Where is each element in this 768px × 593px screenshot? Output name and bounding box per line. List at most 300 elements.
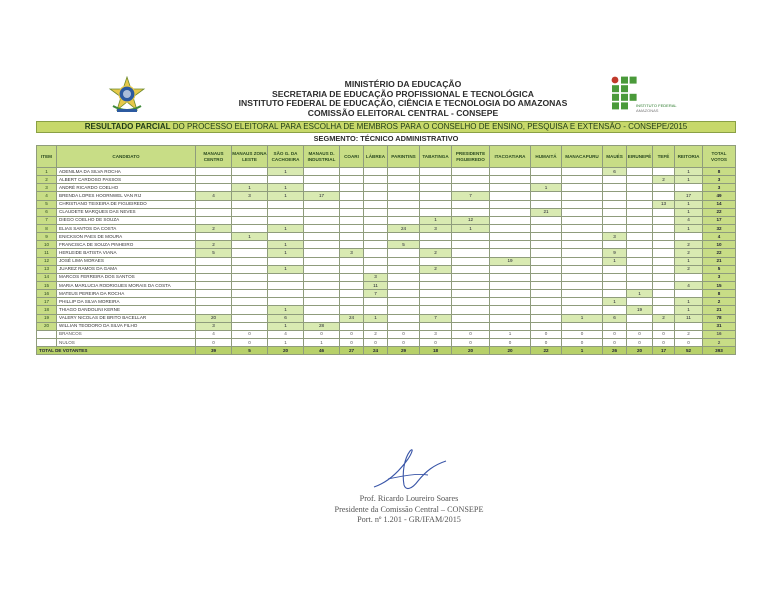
vote-cell: 1: [268, 192, 304, 200]
vote-cell: [490, 273, 531, 281]
vote-cell: 2: [675, 265, 703, 273]
vote-cell: [364, 184, 388, 192]
item-number: 11: [37, 249, 57, 257]
vote-cell: 1: [675, 298, 703, 306]
column-header: MANAUS ZONA LESTE: [232, 146, 268, 168]
vote-cell: 1: [268, 168, 304, 176]
vote-cell: [196, 281, 232, 289]
vote-cell: 1: [268, 241, 304, 249]
total-votes-cell: 3: [703, 273, 736, 281]
item-number: 8: [37, 224, 57, 232]
vote-cell: 9: [603, 249, 627, 257]
vote-cell: [653, 290, 675, 298]
vote-cell: 1: [268, 306, 304, 314]
vote-cell: [304, 224, 340, 232]
candidate-name: ADENILMA DA SILVA ROCHA: [57, 168, 196, 176]
vote-cell: 1: [675, 306, 703, 314]
vote-cell: [627, 249, 653, 257]
vote-cell: [388, 265, 420, 273]
item-number: 13: [37, 265, 57, 273]
total-votes-cell: 2: [703, 298, 736, 306]
vote-cell: [627, 233, 653, 241]
vote-cell: [562, 249, 603, 257]
vote-cell: 20: [627, 347, 653, 355]
title-bold: RESULTADO PARCIAL: [84, 122, 171, 131]
vote-cell: [232, 200, 268, 208]
vote-cell: [490, 168, 531, 176]
vote-cell: [420, 200, 452, 208]
vote-cell: [388, 290, 420, 298]
vote-cell: 21: [531, 208, 562, 216]
candidate-name: ELIAS SANTOS DA COSTA: [57, 224, 196, 232]
total-votes-cell: 15: [703, 281, 736, 289]
candidate-name: MATEUS PEREIRA DA ROCHA: [57, 290, 196, 298]
vote-cell: 2: [196, 224, 232, 232]
total-votes-cell: 21: [703, 306, 736, 314]
vote-cell: 6: [603, 314, 627, 322]
vote-cell: [562, 168, 603, 176]
column-header: LÁBREA: [364, 146, 388, 168]
vote-cell: [562, 290, 603, 298]
vote-cell: 0: [304, 330, 340, 338]
vote-cell: [531, 314, 562, 322]
segment-label: SEGMENTO: TÉCNICO ADMINISTRATIVO: [313, 134, 459, 143]
item-number: 16: [37, 290, 57, 298]
vote-cell: 2: [364, 330, 388, 338]
item-number: 4: [37, 192, 57, 200]
vote-cell: [675, 290, 703, 298]
item-number: 20: [37, 322, 57, 330]
vote-cell: 1: [232, 233, 268, 241]
vote-cell: 1: [562, 347, 603, 355]
vote-cell: [232, 176, 268, 184]
vote-cell: [531, 192, 562, 200]
vote-cell: 1: [232, 184, 268, 192]
vote-cell: 1: [268, 265, 304, 273]
item-number: 1: [37, 168, 57, 176]
vote-cell: 0: [562, 338, 603, 346]
vote-cell: [531, 249, 562, 257]
total-votes-cell: 393: [703, 347, 736, 355]
vote-cell: [490, 298, 531, 306]
item-number: 3: [37, 184, 57, 192]
total-votes-cell: 22: [703, 249, 736, 257]
vote-cell: [304, 249, 340, 257]
vote-cell: 20: [490, 347, 531, 355]
item-number: 19: [37, 314, 57, 322]
vote-cell: [653, 216, 675, 224]
vote-cell: 0: [490, 338, 531, 346]
vote-cell: [364, 168, 388, 176]
vote-cell: [388, 184, 420, 192]
vote-cell: 0: [232, 338, 268, 346]
vote-cell: 3: [603, 233, 627, 241]
vote-cell: [627, 273, 653, 281]
header-line-ministerio: MINISTÉRIO DA EDUCAÇÃO: [344, 79, 462, 89]
vote-cell: [340, 257, 364, 265]
vote-cell: [420, 298, 452, 306]
vote-cell: 2: [675, 330, 703, 338]
vote-cell: 1: [675, 200, 703, 208]
vote-cell: [388, 233, 420, 241]
vote-cell: [304, 273, 340, 281]
vote-cell: 1: [490, 330, 531, 338]
vote-cell: 0: [653, 338, 675, 346]
vote-cell: [420, 322, 452, 330]
vote-cell: [420, 208, 452, 216]
vote-cell: [490, 241, 531, 249]
signer-name: Prof. Ricardo Loureiro Soares: [359, 494, 459, 503]
table-row: [37, 216, 736, 224]
vote-cell: [627, 241, 653, 249]
vote-cell: [627, 176, 653, 184]
column-header: PARINTINS: [388, 146, 420, 168]
vote-cell: [603, 184, 627, 192]
vote-cell: [232, 216, 268, 224]
vote-cell: [653, 249, 675, 257]
vote-cell: 7: [420, 314, 452, 322]
signer-portaria: Port. nº 1.201 - GR/IFAM/2015: [357, 515, 461, 524]
vote-cell: [268, 257, 304, 265]
column-header: EIRUNEPÉ: [627, 146, 653, 168]
result-title-bar: [36, 121, 736, 133]
total-votes-cell: 22: [703, 208, 736, 216]
vote-cell: [531, 257, 562, 265]
vote-cell: [340, 273, 364, 281]
vote-cell: [268, 273, 304, 281]
candidate-name: CLAUDETE MARQUES DAS NEVES: [57, 208, 196, 216]
vote-cell: 1: [452, 224, 490, 232]
candidate-name: VALERY NICOLAS DE BRITO BACELLAR: [57, 314, 196, 322]
vote-cell: [653, 322, 675, 330]
vote-cell: [388, 176, 420, 184]
vote-cell: [364, 298, 388, 306]
vote-cell: 1: [268, 338, 304, 346]
column-header: TOTAL VOTOS: [703, 146, 736, 168]
vote-cell: [490, 233, 531, 241]
vote-cell: [232, 322, 268, 330]
total-votes-cell: 3: [703, 176, 736, 184]
vote-cell: [603, 290, 627, 298]
vote-cell: [562, 200, 603, 208]
vote-cell: 0: [603, 338, 627, 346]
vote-cell: [603, 176, 627, 184]
vote-cell: [364, 224, 388, 232]
vote-cell: [364, 241, 388, 249]
vote-cell: [232, 290, 268, 298]
vote-cell: [340, 200, 364, 208]
vote-cell: [420, 290, 452, 298]
vote-cell: [675, 322, 703, 330]
table-row: [37, 298, 736, 306]
vote-cell: [420, 176, 452, 184]
vote-cell: [603, 322, 627, 330]
vote-cell: [340, 176, 364, 184]
vote-cell: [340, 184, 364, 192]
candidate-name: HERLEIDE BATISTA VIANA: [57, 249, 196, 257]
vote-cell: [304, 208, 340, 216]
column-header: TEFÉ: [653, 146, 675, 168]
vote-cell: [562, 265, 603, 273]
vote-cell: [603, 208, 627, 216]
vote-cell: [304, 257, 340, 265]
column-header: REITORIA: [675, 146, 703, 168]
item-number: 10: [37, 241, 57, 249]
candidate-name: DIEGO COELHO DE SOUZA: [57, 216, 196, 224]
vote-cell: [627, 314, 653, 322]
vote-cell: [531, 233, 562, 241]
vote-cell: 1: [675, 224, 703, 232]
vote-cell: [420, 306, 452, 314]
vote-cell: [340, 216, 364, 224]
vote-cell: [653, 281, 675, 289]
vote-cell: 1: [675, 208, 703, 216]
table-row-total-votantes: [37, 347, 736, 355]
vote-cell: [490, 290, 531, 298]
vote-cell: [627, 208, 653, 216]
vote-cell: [232, 314, 268, 322]
candidate-name: PHILLIP DA SILVA MOREIRA: [57, 298, 196, 306]
vote-cell: 0: [232, 330, 268, 338]
vote-cell: [196, 168, 232, 176]
document-header: [0, 80, 768, 118]
vote-cell: 5: [232, 347, 268, 355]
vote-cell: [420, 241, 452, 249]
vote-cell: [232, 208, 268, 216]
vote-cell: 1: [304, 338, 340, 346]
vote-cell: 0: [627, 330, 653, 338]
candidate-name: THIAGO DANDOLINI KERNE: [57, 306, 196, 314]
vote-cell: [304, 298, 340, 306]
vote-cell: [340, 192, 364, 200]
vote-cell: [531, 241, 562, 249]
vote-cell: [603, 192, 627, 200]
item-number: 18: [37, 306, 57, 314]
vote-cell: [490, 249, 531, 257]
column-header: CANDIDATO: [57, 146, 196, 168]
vote-cell: 0: [452, 338, 490, 346]
total-votes-cell: 21: [703, 257, 736, 265]
vote-cell: 17: [675, 192, 703, 200]
candidate-name: JOSÉ LIMA MORAES: [57, 257, 196, 265]
row-label: NULOS: [57, 338, 196, 346]
total-votes-cell: 78: [703, 314, 736, 322]
vote-cell: [653, 257, 675, 265]
vote-cell: [627, 224, 653, 232]
vote-cell: 29: [388, 347, 420, 355]
vote-cell: 24: [364, 347, 388, 355]
vote-cell: [603, 200, 627, 208]
vote-cell: [388, 168, 420, 176]
vote-cell: [196, 298, 232, 306]
vote-cell: [364, 192, 388, 200]
vote-cell: 46: [304, 347, 340, 355]
vote-cell: [490, 184, 531, 192]
vote-cell: 26: [603, 347, 627, 355]
table-row-nulos: [37, 338, 736, 346]
candidate-name: ENICKSON PAES DE MOURA: [57, 233, 196, 241]
item-number: 15: [37, 281, 57, 289]
vote-cell: [232, 257, 268, 265]
column-header: SÃO G. DA CACHOEIRA: [268, 146, 304, 168]
vote-cell: [196, 184, 232, 192]
vote-cell: [452, 314, 490, 322]
column-header: MANACAPURU: [562, 146, 603, 168]
vote-cell: [420, 184, 452, 192]
item-number: 14: [37, 273, 57, 281]
vote-cell: [388, 298, 420, 306]
vote-cell: 1: [268, 322, 304, 330]
vote-cell: [675, 233, 703, 241]
vote-cell: [232, 298, 268, 306]
total-votes-cell: 49: [703, 192, 736, 200]
vote-cell: [304, 265, 340, 273]
vote-cell: 0: [562, 330, 603, 338]
vote-cell: 24: [340, 314, 364, 322]
vote-cell: [490, 265, 531, 273]
vote-cell: [490, 306, 531, 314]
vote-cell: 0: [531, 330, 562, 338]
vote-cell: [388, 281, 420, 289]
vote-cell: [531, 176, 562, 184]
vote-cell: 20: [268, 347, 304, 355]
vote-cell: [452, 322, 490, 330]
vote-cell: [562, 208, 603, 216]
vote-cell: [452, 265, 490, 273]
vote-cell: [627, 168, 653, 176]
column-header: MANAUS CENTRO: [196, 146, 232, 168]
vote-cell: 1: [420, 216, 452, 224]
vote-cell: [627, 184, 653, 192]
vote-cell: [232, 224, 268, 232]
vote-cell: 12: [452, 216, 490, 224]
vote-cell: [562, 192, 603, 200]
column-header: ITEM: [37, 146, 57, 168]
vote-cell: [452, 298, 490, 306]
vote-cell: 3: [420, 330, 452, 338]
vote-cell: [531, 306, 562, 314]
vote-cell: [603, 306, 627, 314]
vote-cell: [531, 200, 562, 208]
vote-cell: 11: [364, 281, 388, 289]
vote-cell: [196, 265, 232, 273]
vote-cell: [562, 306, 603, 314]
vote-cell: [304, 233, 340, 241]
vote-cell: [490, 192, 531, 200]
vote-cell: [196, 176, 232, 184]
table-row: [37, 200, 736, 208]
vote-cell: [340, 241, 364, 249]
column-header: ITACOATIARA: [490, 146, 531, 168]
vote-cell: 13: [653, 200, 675, 208]
vote-cell: [627, 216, 653, 224]
vote-cell: 0: [420, 338, 452, 346]
vote-cell: 20: [452, 347, 490, 355]
table-row: [37, 322, 736, 330]
vote-cell: [653, 233, 675, 241]
table-row: [37, 224, 736, 232]
vote-cell: 17: [304, 192, 340, 200]
signature-block: [0, 494, 768, 526]
vote-cell: [452, 168, 490, 176]
column-header: PRESIDENTE FIGUEIREDO: [452, 146, 490, 168]
row-label: BRANCOS: [57, 330, 196, 338]
vote-cell: 0: [653, 330, 675, 338]
table-row: [37, 273, 736, 281]
vote-cell: [562, 216, 603, 224]
vote-cell: [452, 249, 490, 257]
vote-cell: [653, 265, 675, 273]
vote-cell: [196, 273, 232, 281]
vote-cell: [562, 257, 603, 265]
vote-cell: [627, 298, 653, 306]
vote-cell: [653, 224, 675, 232]
vote-cell: [531, 298, 562, 306]
table-row: [37, 306, 736, 314]
vote-cell: [627, 265, 653, 273]
vote-cell: [340, 224, 364, 232]
vote-cell: [364, 249, 388, 257]
vote-cell: [388, 249, 420, 257]
table-row: [37, 168, 736, 176]
total-votes-cell: 8: [703, 290, 736, 298]
vote-cell: [268, 233, 304, 241]
vote-cell: [420, 257, 452, 265]
vote-cell: 2: [675, 241, 703, 249]
vote-cell: 3: [232, 192, 268, 200]
vote-cell: [603, 241, 627, 249]
vote-cell: [627, 200, 653, 208]
table-row: [37, 249, 736, 257]
vote-cell: [388, 322, 420, 330]
vote-cell: 22: [531, 347, 562, 355]
vote-cell: 1: [603, 257, 627, 265]
vote-cell: [452, 208, 490, 216]
vote-cell: [653, 241, 675, 249]
vote-cell: [232, 273, 268, 281]
vote-cell: 0: [340, 338, 364, 346]
vote-cell: 2: [420, 265, 452, 273]
vote-cell: [603, 281, 627, 289]
total-votes-cell: 3: [703, 184, 736, 192]
table-row: [37, 290, 736, 298]
vote-cell: [653, 273, 675, 281]
vote-cell: [562, 273, 603, 281]
vote-cell: [452, 273, 490, 281]
vote-cell: [196, 306, 232, 314]
vote-cell: [340, 322, 364, 330]
vote-cell: 0: [531, 338, 562, 346]
vote-cell: [531, 168, 562, 176]
vote-cell: [490, 314, 531, 322]
vote-cell: [627, 322, 653, 330]
vote-cell: [232, 249, 268, 257]
vote-cell: 0: [364, 338, 388, 346]
vote-cell: [340, 281, 364, 289]
item-number: [37, 338, 57, 346]
vote-cell: [675, 273, 703, 281]
vote-cell: [340, 208, 364, 216]
vote-cell: [340, 233, 364, 241]
vote-cell: [304, 290, 340, 298]
vote-cell: 4: [268, 330, 304, 338]
header-line-instituto: INSTITUTO FEDERAL DE EDUCAÇÃO, CIÊNCIA E TECNOLOGIA DO AMAZONAS: [238, 98, 568, 109]
vote-cell: [627, 257, 653, 265]
vote-cell: 6: [268, 314, 304, 322]
vote-cell: [420, 192, 452, 200]
vote-cell: [490, 216, 531, 224]
vote-cell: [364, 233, 388, 241]
